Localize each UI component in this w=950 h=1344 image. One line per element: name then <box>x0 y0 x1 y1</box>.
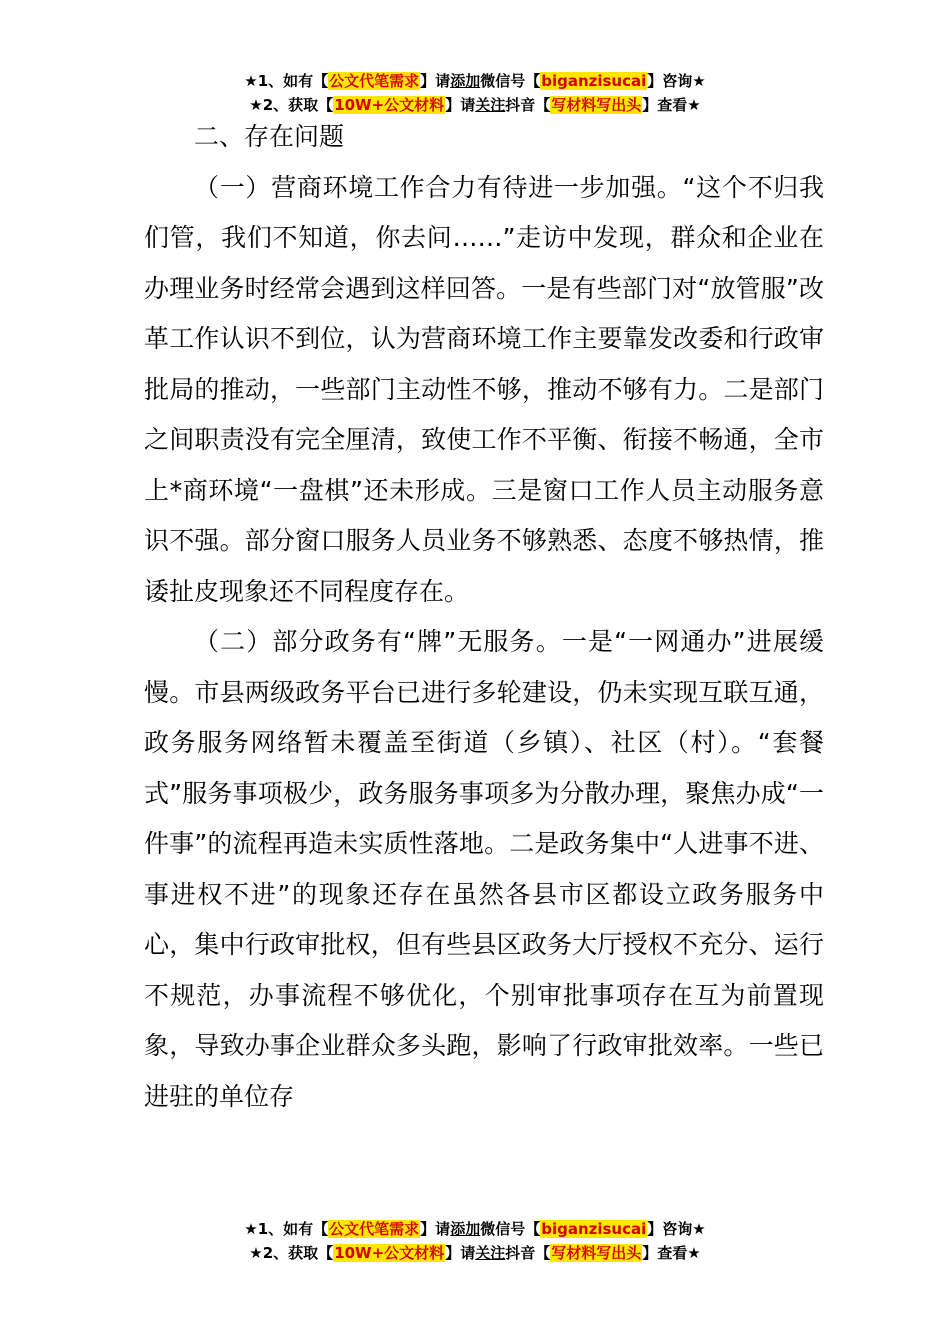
promo-line-1 <box>0 1217 950 1241</box>
promo-text: 】请 <box>420 1220 451 1238</box>
promo-highlight: 公文代笔需求 <box>329 1220 420 1238</box>
promo-line-2 <box>0 1241 950 1265</box>
promo-highlight: biganzisucai <box>541 72 647 90</box>
promo-text: 】咨询★ <box>647 1220 706 1238</box>
promo-text: 微信号【 <box>480 1220 541 1238</box>
promo-highlight: 写材料写出头 <box>551 96 642 114</box>
promo-text: 】请 <box>445 1244 476 1262</box>
promo-highlight: 公文代笔需求 <box>329 72 420 90</box>
paragraph: （二）部分政务有“牌”无服务。一是“一网通办”进展缓慢。市县两级政务平台已进行多轮建设，仍未实现互联互通，政务服务网络暂未覆盖至街道（乡镇）、社区（村）。“套餐式”服务事项极少，政务服务事项多为分散办理，聚焦办成“一件事”的流程再造未实质性落地。二是政务集中“人进事不进、事进权不进”的现象还存在虽然各县市区都设立政务服务中心，集中行政审批权，但有些县区政务大厅授权不充分、运行不规范，办事流程不够优化，个别审批事项存在互为前置现象，导致办事企业群众多头跑，影响了行政审批效率。一些已进驻的单位存 <box>144 627 824 1111</box>
document-body <box>144 112 824 1122</box>
promo-underlined: 添加 <box>450 72 481 90</box>
promo-banner-top <box>0 69 950 117</box>
promo-text: ★2、获取【 <box>249 96 334 114</box>
promo-text: ★1、如有【 <box>244 1220 329 1238</box>
promo-text: 】查看★ <box>642 1244 701 1262</box>
promo-text: 抖音【 <box>505 1244 551 1262</box>
promo-text: 】查看★ <box>642 96 701 114</box>
promo-banner-bottom <box>0 1217 950 1265</box>
promo-underlined: 关注 <box>475 1244 506 1262</box>
promo-text: 抖音【 <box>505 96 551 114</box>
promo-text: ★1、如有【 <box>244 72 329 90</box>
promo-text: 】咨询★ <box>647 72 706 90</box>
paragraph: （一）营商环境工作合力有待进一步加强。“这个不归我们管，我们不知道，你去问……”走访中发现，群众和企业在办理业务时经常会遇到这样回答。一是有些部门对“放管服”改革工作认识不到位，认为营商环境工作主要靠发改委和行政审批局的推动，一些部门主动性不够，推动不够有力。二是部门之间职责没有完全厘清，致使工作不平衡、衔接不畅通，全市上*商环境“一盘棋”还未形成。三是窗口工作人员主动服务意识不强。部分窗口服务人员业务不够熟悉、态度不够热情，推诿扯皮现象还不同程度存在。 <box>144 172 824 606</box>
promo-text: 】请 <box>445 96 476 114</box>
promo-underlined: 关注 <box>475 96 506 114</box>
promo-underlined: 添加 <box>450 1220 481 1238</box>
section-heading: 二、存在问题 <box>194 122 345 151</box>
promo-highlight: 10W+公文材料 <box>334 1244 445 1262</box>
promo-text: 】请 <box>420 72 451 90</box>
promo-text: ★2、获取【 <box>249 1244 334 1262</box>
promo-highlight: 10W+公文材料 <box>334 96 445 114</box>
promo-highlight: biganzisucai <box>541 1220 647 1238</box>
promo-highlight: 写材料写出头 <box>551 1244 642 1262</box>
promo-text: 微信号【 <box>480 72 541 90</box>
promo-line-1 <box>0 69 950 93</box>
